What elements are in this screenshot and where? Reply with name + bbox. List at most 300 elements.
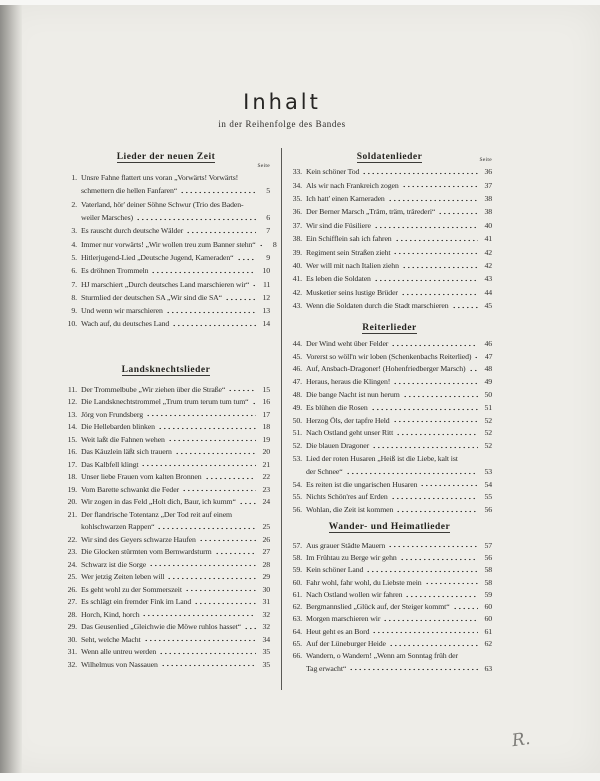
entry-title: Heut geht es an Bord xyxy=(306,626,370,636)
entry-title: Wer will mit nach Italien ziehn xyxy=(306,260,399,270)
dot-leader xyxy=(146,408,256,421)
dot-leader xyxy=(215,546,256,559)
dot-leader xyxy=(228,383,256,396)
toc-entry xyxy=(287,600,492,612)
toc-entry-line xyxy=(62,596,270,609)
entry-page-number: 61 xyxy=(484,626,492,636)
toc-entry xyxy=(287,613,492,625)
toc-entry xyxy=(287,539,492,551)
toc-entry-line xyxy=(287,401,492,414)
entry-title: Hitlerjugend-Lied „Deutsche Jugend, Kameraden“ xyxy=(81,252,234,262)
entry-number: 61. xyxy=(292,589,302,599)
toc-entry xyxy=(287,205,492,218)
toc-entry xyxy=(62,237,277,250)
toc-entry xyxy=(62,224,270,237)
entry-number: 24. xyxy=(67,559,77,569)
toc-entry xyxy=(62,317,270,330)
toc-entry-line xyxy=(62,471,270,484)
toc-entry-line xyxy=(62,508,270,521)
toc-entry xyxy=(62,571,270,584)
entry-page-number: 31 xyxy=(262,597,270,607)
dot-leader xyxy=(149,558,256,571)
toc-entry xyxy=(62,198,270,225)
toc-entry-line xyxy=(62,608,270,621)
toc-entry xyxy=(62,596,270,609)
dot-leader xyxy=(252,396,256,409)
entry-title: schmettern die hellen Fanfaren“ xyxy=(81,186,178,196)
dot-leader xyxy=(366,564,478,576)
dot-leader xyxy=(142,608,256,621)
entry-page-number: 14 xyxy=(262,319,270,329)
toc-entry-line xyxy=(62,304,270,317)
entry-title: Es schlägt ein fremder Fink im Land xyxy=(81,597,192,607)
entry-title: Der flandrische Totentanz „Der Tod reit auf einem xyxy=(81,509,232,519)
entry-number: 1. xyxy=(71,173,77,183)
entry-page-number: 17 xyxy=(262,409,270,419)
entry-number: 17. xyxy=(67,459,77,469)
toc-entry xyxy=(62,421,270,434)
toc-entry xyxy=(62,408,270,421)
toc-entry xyxy=(62,608,270,621)
entry-number: 46. xyxy=(292,364,302,374)
handwritten-mark: R. xyxy=(510,728,532,752)
entry-number: 14. xyxy=(67,422,77,432)
dot-leader xyxy=(374,272,478,285)
toc-entry xyxy=(62,458,270,471)
dot-leader xyxy=(259,237,263,250)
toc-entry xyxy=(287,588,492,600)
entry-title: weiler Marsches) xyxy=(81,213,133,223)
section-heading xyxy=(287,151,492,163)
toc-entry xyxy=(62,483,270,496)
entry-number: 4. xyxy=(71,239,77,249)
entry-number: 58. xyxy=(292,552,302,562)
entry-number: 39. xyxy=(292,247,302,257)
toc-entry-line xyxy=(62,646,270,659)
entry-title: Wandern, o Wandern! „Wenn am Sonntag früh der xyxy=(306,651,458,661)
toc-entry xyxy=(62,533,270,546)
entry-number: 9. xyxy=(71,306,77,316)
entry-number: 2. xyxy=(71,199,77,209)
toc-entry-line xyxy=(287,205,492,218)
toc-entry-line xyxy=(287,245,492,258)
entry-title: Auf der Lüneburger Heide xyxy=(306,639,386,649)
entry-number: 48. xyxy=(292,390,302,400)
toc-entry xyxy=(62,633,270,646)
dot-leader xyxy=(166,304,256,317)
entry-number: 6. xyxy=(71,266,77,276)
toc-entry-line xyxy=(62,211,270,224)
entry-title: Weit laßt die Fahnen wehen xyxy=(81,434,165,444)
left-column xyxy=(62,0,277,781)
toc-entry xyxy=(62,396,270,409)
dot-leader xyxy=(239,496,256,509)
entry-title: Und wenn wir marschieren xyxy=(81,306,163,316)
entry-number: 55. xyxy=(292,492,302,502)
dot-leader xyxy=(393,414,478,427)
dot-leader xyxy=(402,178,478,191)
entry-title: Ein Schifflein sah ich fahren xyxy=(306,234,392,244)
dot-leader xyxy=(158,421,256,434)
toc-entry xyxy=(287,439,492,452)
entry-title: Musketier seins lustige Brüder xyxy=(306,287,398,297)
dot-leader xyxy=(372,625,478,637)
entry-page-number: 51 xyxy=(484,402,492,412)
toc-entry-line xyxy=(62,621,270,634)
entry-page-number: 26 xyxy=(262,534,270,544)
entry-title: Vaterland, hör' deiner Söhne Schwur (Trio des Baden- xyxy=(81,199,244,209)
entry-title: Das Kalbfell klingt xyxy=(81,459,139,469)
entry-title: Es dröhnen Trommeln xyxy=(81,266,149,276)
toc-entry xyxy=(62,383,270,396)
entry-page-number: 9 xyxy=(266,252,270,262)
entry-page-number: 35 xyxy=(262,647,270,657)
toc-entry xyxy=(287,232,492,245)
toc-entry-line xyxy=(287,427,492,440)
dot-leader xyxy=(168,433,256,446)
entry-title: Es reiten ist die ungarischen Husaren xyxy=(306,479,418,489)
dot-leader xyxy=(400,551,478,563)
section-heading xyxy=(62,364,270,376)
toc-entry-line xyxy=(287,600,492,612)
binding-gutter xyxy=(0,5,22,773)
entry-page-number: 7 xyxy=(266,226,270,236)
entry-title: Nichts Schön'res auf Erden xyxy=(306,492,388,502)
entry-number: 11. xyxy=(67,384,77,394)
toc-entry-line xyxy=(287,388,492,401)
entry-number: 32. xyxy=(67,659,77,669)
toc-entry xyxy=(62,621,270,634)
entry-number: 45. xyxy=(292,351,302,361)
toc-entry xyxy=(287,551,492,563)
right-column xyxy=(287,0,492,781)
entry-page-number: 29 xyxy=(262,572,270,582)
entry-title: Unser liebe Frauen vom kalten Bronnen xyxy=(81,472,202,482)
entry-number: 37. xyxy=(292,220,302,230)
toc-entry xyxy=(62,291,270,304)
toc-entry-line xyxy=(62,277,270,290)
entry-number: 26. xyxy=(67,584,77,594)
toc-entry-line xyxy=(62,198,270,211)
toc-entry xyxy=(287,637,492,649)
entry-title: Als wir nach Frankreich zogen xyxy=(306,180,399,190)
toc-entry-line xyxy=(62,583,270,596)
entry-number: 56. xyxy=(292,505,302,515)
toc-entry-line xyxy=(287,414,492,427)
entry-list xyxy=(62,171,277,331)
entry-title: Die Landsknechtstrommel „Trum trum terum tum tum“ xyxy=(81,397,249,407)
entry-title: Immer nur vorwärts! „Wir wollen treu zum Banner stehn“ xyxy=(81,239,256,249)
entry-title: Die blauen Dragoner xyxy=(306,441,370,451)
entry-number: 60. xyxy=(292,577,302,587)
entry-page-number: 19 xyxy=(262,434,270,444)
section-heading xyxy=(287,521,492,533)
dot-leader xyxy=(252,277,256,290)
section-heading-text: Soldatenlieder xyxy=(356,152,423,162)
toc-entry-line xyxy=(287,219,492,232)
entry-title: Nach Ostland geht unser Ritt xyxy=(306,428,394,438)
toc-entry-line xyxy=(287,503,492,516)
entry-title: Wenn alle untreu werden xyxy=(81,647,157,657)
dot-leader xyxy=(157,521,256,534)
entry-title: Im Frühtau zu Berge wir gehn xyxy=(306,552,397,562)
dot-leader xyxy=(403,388,478,401)
dot-leader xyxy=(161,658,256,671)
toc-entry-line xyxy=(62,291,270,304)
toc-entry-line xyxy=(287,551,492,563)
dot-leader xyxy=(167,571,256,584)
entry-page-number: 28 xyxy=(262,559,270,569)
seite-label: Seite xyxy=(479,157,492,163)
dot-leader xyxy=(425,576,478,588)
entry-number: 8. xyxy=(71,292,77,302)
toc-entry-line xyxy=(62,496,270,509)
toc-entry xyxy=(287,192,492,205)
section-heading-text: Wander- und Heimatlieder xyxy=(328,522,451,532)
toc-entry-line xyxy=(287,363,492,376)
entry-number: 50. xyxy=(292,415,302,425)
dot-leader xyxy=(389,637,478,649)
entry-page-number: 63 xyxy=(484,663,492,673)
dot-leader xyxy=(185,583,256,596)
entry-title: Kein schöner Tod xyxy=(306,167,360,177)
toc-entry xyxy=(287,576,492,588)
entry-page-number: 62 xyxy=(484,639,492,649)
toc-entry-line xyxy=(287,259,492,272)
dot-leader xyxy=(391,491,478,504)
toc-entry-line xyxy=(287,286,492,299)
entry-page-number: 44 xyxy=(484,287,492,297)
toc-entry-line xyxy=(287,588,492,600)
entry-page-number: 57 xyxy=(484,540,492,550)
entry-title: Morgen marschieren wir xyxy=(306,614,381,624)
toc-entry xyxy=(287,401,492,414)
entry-number: 12. xyxy=(67,397,77,407)
entry-page-number: 34 xyxy=(262,634,270,644)
entry-number: 3. xyxy=(71,226,77,236)
entry-number: 31. xyxy=(67,647,77,657)
entry-title: Wach auf, du deutsches Land xyxy=(81,319,170,329)
entry-title: Wenn die Soldaten durch die Stadt marschieren xyxy=(306,301,449,311)
entry-page-number: 21 xyxy=(262,459,270,469)
entry-page-number: 20 xyxy=(262,447,270,457)
entry-page-number: 37 xyxy=(484,180,492,190)
entry-number: 27. xyxy=(67,597,77,607)
entry-number: 41. xyxy=(292,274,302,284)
toc-entry-line xyxy=(62,184,270,197)
entry-number: 20. xyxy=(67,497,77,507)
toc-entry xyxy=(62,251,270,264)
entry-title: Herzog Öls, der tapfre Held xyxy=(306,415,390,425)
dot-leader xyxy=(474,350,478,363)
toc-entry xyxy=(62,508,270,533)
toc-entry-line xyxy=(287,272,492,285)
entry-number: 28. xyxy=(67,609,77,619)
dot-leader xyxy=(401,286,478,299)
section-heading xyxy=(287,322,492,334)
toc-entry-line xyxy=(287,625,492,637)
column-divider xyxy=(281,148,282,690)
entry-number: 35. xyxy=(292,193,302,203)
entry-page-number: 53 xyxy=(484,466,492,476)
entry-page-number: 30 xyxy=(262,584,270,594)
entry-title: Wohlan, die Zeit ist kommen xyxy=(306,505,394,515)
entry-number: 65. xyxy=(292,639,302,649)
entry-title: Das Käuzlein läßt sich trauern xyxy=(81,447,172,457)
dot-leader xyxy=(395,232,478,245)
dot-leader xyxy=(349,662,478,674)
entry-title: Wir sind die Füsiliere xyxy=(306,220,371,230)
entry-page-number: 24 xyxy=(262,497,270,507)
dot-leader xyxy=(205,471,257,484)
section-heading-text: Landsknechtslieder xyxy=(121,365,211,375)
entry-title: Nach Ostland wollen wir fahren xyxy=(306,589,403,599)
entry-page-number: 32 xyxy=(262,609,270,619)
dot-leader xyxy=(374,219,478,232)
toc-entry-line xyxy=(62,224,270,237)
entry-number: 36. xyxy=(292,207,302,217)
dot-leader xyxy=(393,375,478,388)
toc-entry-line xyxy=(287,375,492,388)
entry-page-number: 52 xyxy=(484,415,492,425)
toc-entry-line xyxy=(287,192,492,205)
entry-number: 42. xyxy=(292,287,302,297)
entry-title: Wilhelmus von Nassauen xyxy=(81,659,158,669)
entry-page-number: 35 xyxy=(262,659,270,669)
dot-leader xyxy=(469,363,479,376)
entry-title: Aus grauer Städte Mauern xyxy=(306,540,386,550)
toc-entry xyxy=(62,264,270,277)
section-heading xyxy=(62,151,270,163)
toc-entry xyxy=(62,171,270,198)
dot-leader xyxy=(186,224,256,237)
entry-list xyxy=(287,165,492,312)
toc-entry xyxy=(287,299,492,312)
toc-entry xyxy=(287,178,492,191)
entry-number: 34. xyxy=(292,180,302,190)
entry-page-number: 12 xyxy=(262,292,270,302)
entry-title: Die bange Nacht ist nun herum xyxy=(306,390,400,400)
toc-entry xyxy=(287,414,492,427)
entry-list xyxy=(62,383,270,671)
toc-entry-line xyxy=(287,637,492,649)
toc-entry-line xyxy=(62,171,270,184)
entry-title: Ich hatt' einen Kameraden xyxy=(306,193,385,203)
toc-entry xyxy=(287,165,492,178)
page-title: Inhalt xyxy=(243,90,321,114)
toc-entry-line xyxy=(62,521,270,534)
entry-page-number: 50 xyxy=(484,390,492,400)
entry-page-number: 43 xyxy=(484,274,492,284)
entry-page-number: 55 xyxy=(484,492,492,502)
entry-number: 49. xyxy=(292,402,302,412)
dot-leader xyxy=(388,192,478,205)
toc-entry xyxy=(287,625,492,637)
entry-number: 38. xyxy=(292,234,302,244)
dot-leader xyxy=(372,439,478,452)
entry-page-number: 48 xyxy=(484,364,492,374)
dot-leader xyxy=(391,337,478,350)
toc-entry xyxy=(287,375,492,388)
dot-leader xyxy=(136,211,256,224)
entry-title: der Schnee“ xyxy=(306,466,343,476)
toc-entry-line xyxy=(287,165,492,178)
toc-entry xyxy=(287,564,492,576)
toc-entry-line xyxy=(287,465,492,478)
dot-leader xyxy=(396,503,478,516)
entry-page-number: 13 xyxy=(262,306,270,316)
entry-page-number: 58 xyxy=(484,565,492,575)
toc-entry-line xyxy=(287,439,492,452)
toc-entry xyxy=(62,446,270,459)
entry-title: Der Wind weht über Felder xyxy=(306,338,389,348)
dot-leader xyxy=(194,596,256,609)
entry-page-number: 38 xyxy=(484,193,492,203)
entry-title: Es geht wohl zu der Sommerszeit xyxy=(81,584,182,594)
entry-title: Wer jetzig Zeiten leben will xyxy=(81,572,165,582)
entry-title: Seht, welche Macht xyxy=(81,634,141,644)
entry-number: 21. xyxy=(67,509,77,519)
entry-title: Fahr wohl, fahr wohl, du Liebste mein xyxy=(306,577,422,587)
toc-entry-line xyxy=(62,264,270,277)
toc-entry xyxy=(287,245,492,258)
entry-page-number: 15 xyxy=(262,384,270,394)
entry-page-number: 60 xyxy=(484,614,492,624)
dot-leader xyxy=(402,259,478,272)
toc-entry-line xyxy=(62,408,270,421)
entry-title: Es leben die Soldaten xyxy=(306,274,371,284)
dot-leader xyxy=(371,401,478,414)
entry-title: Sturmlied der deutschen SA „Wir sind die SA“ xyxy=(81,292,223,302)
dot-leader xyxy=(172,317,256,330)
toc-entry xyxy=(287,478,492,491)
entry-number: 25. xyxy=(67,572,77,582)
entry-number: 43. xyxy=(292,301,302,311)
entry-number: 47. xyxy=(292,377,302,387)
entry-number: 62. xyxy=(292,602,302,612)
toc-entry-line xyxy=(62,571,270,584)
entry-number: 7. xyxy=(71,279,77,289)
dot-leader xyxy=(159,646,256,659)
seite-label: Seite xyxy=(257,163,270,169)
entry-page-number: 5 xyxy=(266,186,270,196)
dot-leader xyxy=(175,446,256,459)
entry-page-number: 52 xyxy=(484,441,492,451)
entry-number: 53. xyxy=(292,454,302,464)
entry-number: 13. xyxy=(67,409,77,419)
toc-entry-line xyxy=(287,576,492,588)
dot-leader xyxy=(180,184,256,197)
toc-entry-line xyxy=(287,178,492,191)
entry-title: Bergmannslied „Glück auf, der Steiger kommt“ xyxy=(306,602,450,612)
entry-title: Jörg von Frundsberg xyxy=(81,409,143,419)
entry-title: kohlschwarzen Rappen“ xyxy=(81,522,155,532)
entry-number: 22. xyxy=(67,534,77,544)
toc-entry-line xyxy=(62,546,270,559)
section-heading-text: Reiterlieder xyxy=(362,323,417,333)
dot-leader xyxy=(393,245,478,258)
entry-number: 5. xyxy=(71,252,77,262)
toc-entry-line xyxy=(62,446,270,459)
entry-title: Der Trommelbube „Wir ziehen über die Straße“ xyxy=(81,384,226,394)
toc-entry-line xyxy=(62,533,270,546)
toc-entry xyxy=(62,277,270,290)
toc-entry xyxy=(287,452,492,478)
toc-entry-line xyxy=(62,237,277,250)
entry-title: Wir sind des Geyers schwarze Haufen xyxy=(81,534,196,544)
entry-page-number: 38 xyxy=(484,207,492,217)
toc-entry-line xyxy=(287,650,492,662)
